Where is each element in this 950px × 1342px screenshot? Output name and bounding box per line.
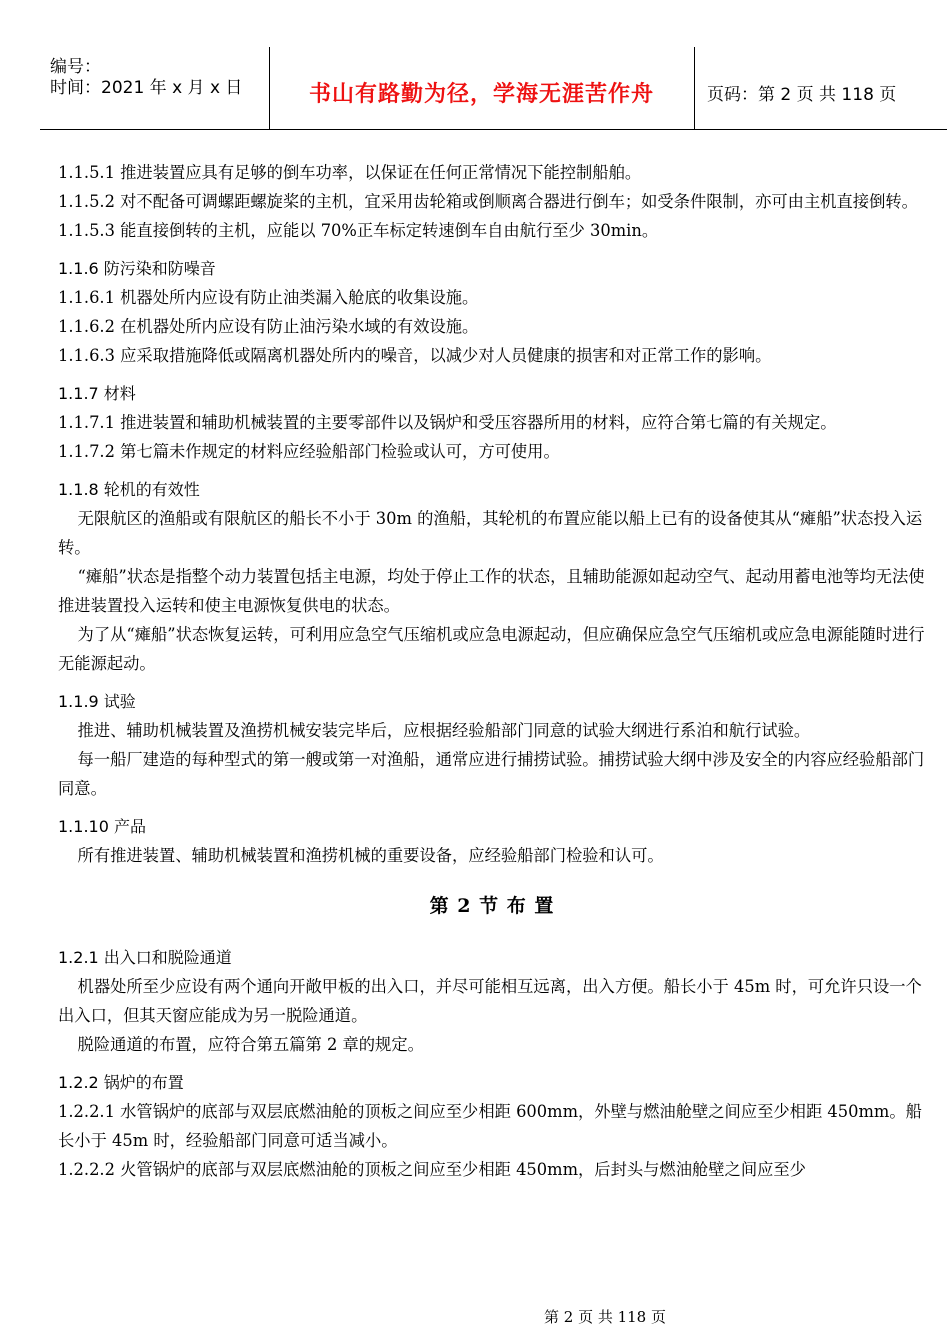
document-time-label: 时间：2021 年 x 月 x 日 <box>50 78 243 98</box>
paragraph-dead-ship-1: 无限航区的渔船或有限航区的船长不小于 30m 的渔船，其轮机的布置应能以船上已有的设备使其从“瘫船”状态投入运转。 <box>58 509 923 557</box>
paragraph-1-1-6-2: 1.1.6.2 在机器处所内应设有防止油污染水域的有效设施。 <box>58 317 479 336</box>
heading-1-1-10: 1.1.10 产品 <box>58 817 146 836</box>
paragraph-1-1-5-1: 1.1.5.1 推进装置应具有足够的倒车功率，以保证在任何正常情况下能控制船舶。 <box>58 163 642 182</box>
heading-1-2-2: 1.2.2 锅炉的布置 <box>58 1073 184 1092</box>
header-meta-cell <box>40 47 270 129</box>
paragraph-1-2-2-1: 1.2.2.1 水管锅炉的底部与双层底燃油舱的顶板之间应至少相距 600mm，外壁与燃油舱壁之间应至少相距 450mm。船长小于 45m 时，经验船部门同意可适当减小。 <box>58 1102 922 1150</box>
document-body <box>58 158 926 1184</box>
heading-1-2-1: 1.2.1 出入口和脱险通道 <box>58 948 232 967</box>
header-page-cell <box>695 47 947 129</box>
paragraph-1-1-7-2: 1.1.7.2 第七篇未作规定的材料应经验船部门检验或认可，方可使用。 <box>58 442 560 461</box>
page-footer: 第 2 页 共 118 页 <box>543 1308 666 1326</box>
header-motto-cell <box>269 47 695 129</box>
paragraph-dead-ship-3: 为了从“瘫船”状态恢复运转，可利用应急空气压缩机或应急电源起动，但应确保应急空气压缩机或应急电源能随时进行无能源起动。 <box>58 625 925 673</box>
paragraph-1-1-7-1: 1.1.7.1 推进装置和辅助机械装置的主要零部件以及锅炉和受压容器所用的材料，应符合第七篇的有关规定。 <box>58 413 837 432</box>
page-header <box>40 47 947 130</box>
paragraph-test-1: 推进、辅助机械装置及渔捞机械安装完毕后，应根据经验船部门同意的试验大纲进行系泊和航行试验。 <box>77 721 811 740</box>
paragraph-exits-2: 脱险通道的布置，应符合第五篇第 2 章的规定。 <box>77 1035 424 1054</box>
heading-1-1-9: 1.1.9 试验 <box>58 692 136 711</box>
section-title: 第 2 节 布 置 <box>429 895 555 917</box>
paragraph-1-1-5-3: 1.1.5.3 能直接倒转的主机，应能以 70%正车标定转速倒车自由航行至少 30min。 <box>58 221 659 240</box>
paragraph-dead-ship-2: “瘫船”状态是指整个动力装置包括主电源，均处于停止工作的状态，且辅助能源如起动空气、起动用蓄电池等均无法使推进装置投入运转和使主电源恢复供电的状态。 <box>58 567 925 615</box>
paragraph-1-2-2-2: 1.2.2.2 火管锅炉的底部与双层底燃油舱的顶板之间应至少相距 450mm，后封头与燃油舱壁之间应至少 <box>58 1160 806 1179</box>
paragraph-1-1-5-2: 1.1.5.2 对不配备可调螺距螺旋桨的主机，宜采用齿轮箱或倒顺离合器进行倒车；如受条件限制，亦可由主机直接倒转。 <box>58 192 918 211</box>
paragraph-products: 所有推进装置、辅助机械装置和渔捞机械的重要设备，应经验船部门检验和认可。 <box>77 846 664 865</box>
heading-1-1-6: 1.1.6 防污染和防噪音 <box>58 259 216 278</box>
paragraph-1-1-6-3: 1.1.6.3 应采取措施降低或隔离机器处所内的噪音，以减少对人员健康的损害和对正常工作的影响。 <box>58 346 772 365</box>
heading-1-1-8: 1.1.8 轮机的有效性 <box>58 480 200 499</box>
motto-text: 书山有路勤为径，学海无涯苦作舟 <box>308 82 654 107</box>
document-code-label: 编号： <box>50 57 101 77</box>
paragraph-test-2: 每一船厂建造的每种型式的第一艘或第一对渔船，通常应进行捕捞试验。捕捞试验大纲中涉及安全的内容应经验船部门同意。 <box>58 750 925 798</box>
heading-1-1-7: 1.1.7 材料 <box>58 384 136 403</box>
header-page-number: 页码：第 2 页 共 118 页 <box>707 85 897 105</box>
paragraph-exits-1: 机器处所至少应设有两个通向开敞甲板的出入口，并尽可能相互远离，出入方便。船长小于 45m 时，可允许只设一个出入口，但其天窗应能成为另一脱险通道。 <box>58 977 922 1025</box>
paragraph-1-1-6-1: 1.1.6.1 机器处所内应设有防止油类漏入舱底的收集设施。 <box>58 288 479 307</box>
